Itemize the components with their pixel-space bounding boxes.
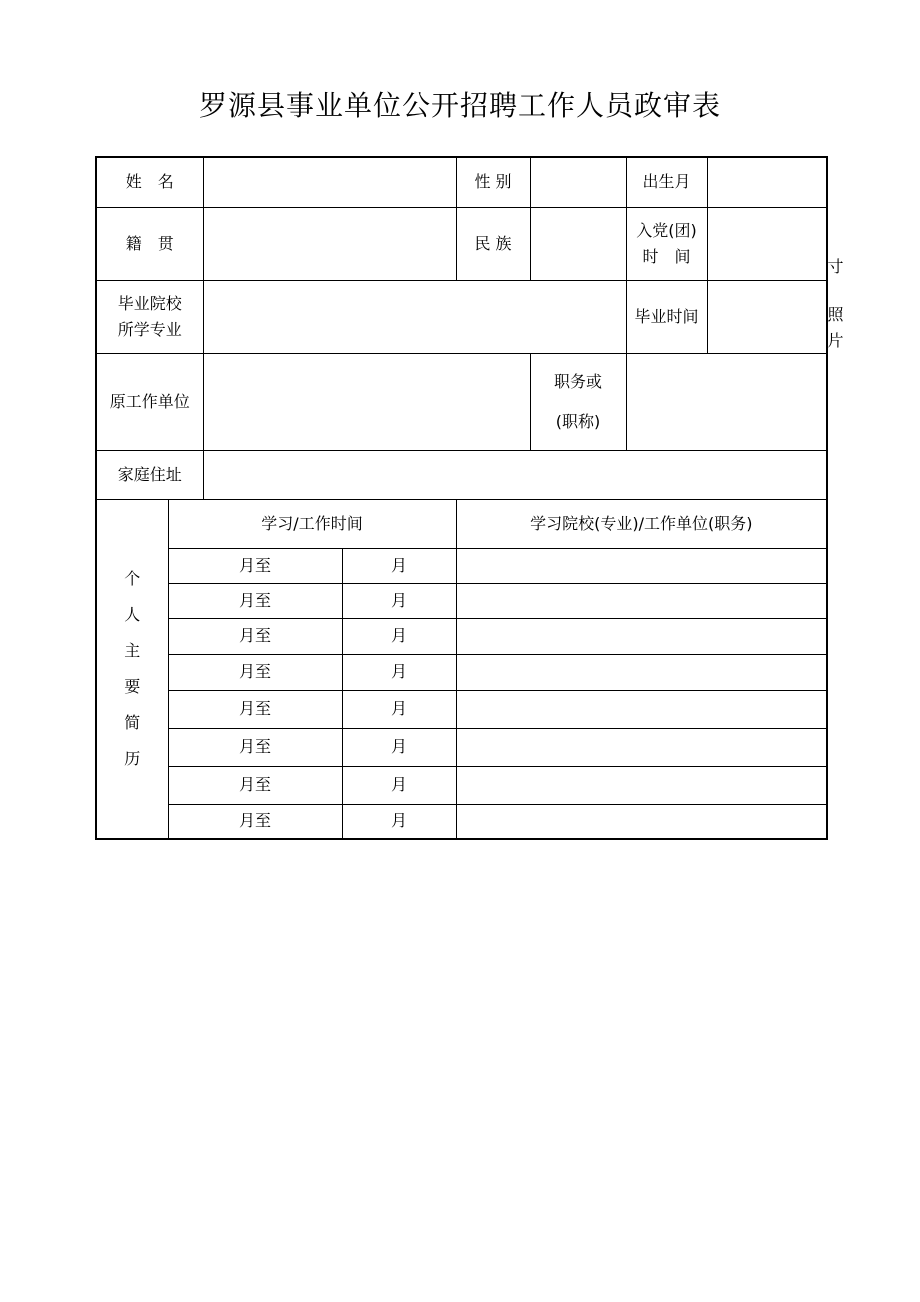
grad-time-label: 毕业时间 [626,280,707,353]
post-title-label [530,353,626,450]
resume-char-2: 人 [124,604,141,624]
resume-to[interactable]: 月 [342,618,456,654]
resume-row [96,583,827,618]
resume-char-1: 个 [124,568,141,588]
resume-char-5: 简 [124,712,141,732]
resume-to[interactable]: 月 [342,654,456,690]
resume-org-field[interactable] [456,728,827,766]
resume-org-header: 学习院校(专业)/工作单位(职务) [456,499,827,548]
resume-org-field[interactable] [456,548,827,583]
birth-field[interactable] [707,157,827,207]
review-form-table: 姓 名 性 别 出生月 寸 照 片 籍 贯 民 族 入党(团) 时 间 毕业院校 所学专业 毕业时间 原工作单位 职务或 (职称) 家庭住址 个 人 主 要 简 历 学习/工作时间 学习院校(专业)/工作单位(职务) 月至 月 月至 月 月至 月 月至 月 月至 月 月至 月 月至 月 月至 月 [95,156,828,840]
school-label: 毕业院校 [117,293,182,313]
ethnicity-field[interactable] [530,207,626,280]
name-label: 姓 名 [96,157,203,207]
resume-row [96,690,827,728]
resume-org-field[interactable] [456,804,827,839]
resume-to[interactable]: 月 [342,690,456,728]
address-field[interactable] [203,450,827,499]
birth-label: 出生月 [626,157,707,207]
post-line1: 职务或 [554,371,603,391]
resume-org-field[interactable] [456,618,827,654]
resume-char-4: 要 [124,676,141,696]
resume-from[interactable]: 月至 [168,618,342,654]
resume-from[interactable]: 月至 [168,728,342,766]
resume-char-3: 主 [124,640,141,660]
address-label: 家庭住址 [96,450,203,499]
ethnicity-label: 民 族 [456,207,530,280]
resume-char-6: 历 [124,748,141,768]
grad-time-field[interactable] [707,280,827,353]
party-join-line2: 时 间 [642,246,691,266]
resume-row [96,548,827,583]
resume-row [96,654,827,690]
party-join-line1: 入党(团) [636,220,697,240]
major-label: 所学专业 [117,319,182,339]
resume-org-field[interactable] [456,690,827,728]
school-major-label [96,280,203,353]
page-title: 罗源县事业单位公开招聘工作人员政审表 [198,89,721,122]
resume-to[interactable]: 月 [342,548,456,583]
resume-from[interactable]: 月至 [168,654,342,690]
native-place-label: 籍 贯 [96,207,203,280]
resume-org-field[interactable] [456,766,827,804]
resume-from[interactable]: 月至 [168,690,342,728]
resume-to[interactable]: 月 [342,728,456,766]
post-title-field[interactable] [626,353,827,450]
resume-row [96,804,827,839]
native-place-field[interactable] [203,207,456,280]
resume-from[interactable]: 月至 [168,804,342,839]
resume-org-field[interactable] [456,583,827,618]
prev-work-label: 原工作单位 [96,353,203,450]
gender-label: 性 别 [456,157,530,207]
prev-work-field[interactable] [203,353,530,450]
post-line2: (职称) [555,411,601,431]
resume-from[interactable]: 月至 [168,548,342,583]
resume-to[interactable]: 月 [342,804,456,839]
resume-org-field[interactable] [456,654,827,690]
resume-from[interactable]: 月至 [168,583,342,618]
resume-row [96,618,827,654]
resume-time-header: 学习/工作时间 [168,499,456,548]
resume-row [96,728,827,766]
resume-to[interactable]: 月 [342,766,456,804]
party-join-field[interactable] [707,207,827,280]
resume-side-label [96,499,168,839]
gender-field[interactable] [530,157,626,207]
school-major-field[interactable] [203,280,626,353]
party-join-label [626,207,707,280]
resume-from[interactable]: 月至 [168,766,342,804]
resume-to[interactable]: 月 [342,583,456,618]
name-field[interactable] [203,157,456,207]
resume-row [96,766,827,804]
